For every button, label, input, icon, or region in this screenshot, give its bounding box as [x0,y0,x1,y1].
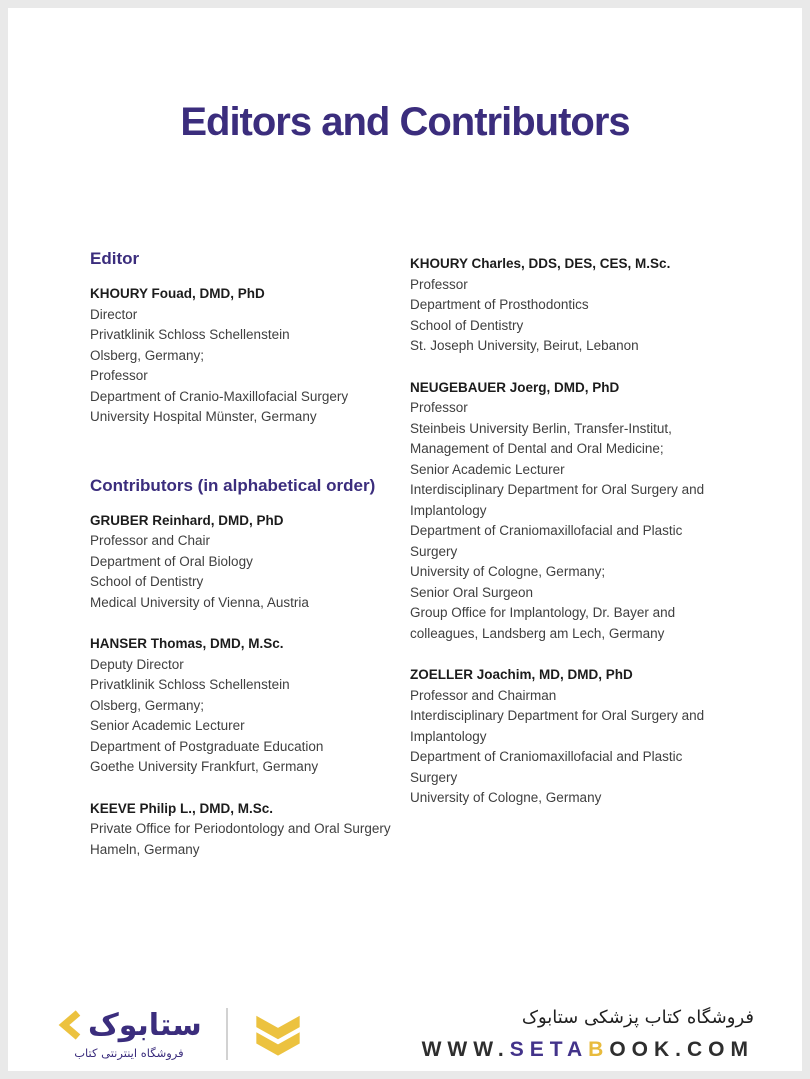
book-page [8,8,802,1071]
page-title: Editors and Contributors [180,100,630,144]
person-detail-line: Olsberg, Germany; [90,347,205,363]
person-detail-line: Professor [410,276,468,292]
person-detail-line: Private Office for Periodontology and Oral Surgery [90,821,391,836]
person-detail-line: Group Office for Implantology, Dr. Bayer and colleagues, Landsberg am Lech, Germany [410,605,676,641]
person-name: GRUBER Reinhard, DMD, PhD [90,512,284,528]
footer-store-info [422,1007,754,1062]
person-entry [90,634,410,778]
person-detail-line: Deputy Director [90,656,184,672]
person-detail-line: University of Cologne, Germany [410,790,602,805]
person-detail-line: School of Dentistry [90,574,204,589]
person-detail-line: Professor and Chairman [410,687,557,703]
person-detail-line: Steinbeis University Berlin, Transfer-Institut, Management of Dental and Oral Medicine; [410,420,672,456]
person-detail-line: Privatklinik Schloss Schellenstein [90,677,290,692]
website-b: B [588,1037,610,1061]
person-detail-line: School of Dentistry [410,317,524,333]
person-detail-line: Interdisciplinary Department for Oral Surgery and Implantology [410,482,705,518]
person-detail-line: Privatklinik Schloss Schellenstein [90,327,290,342]
website-rest: OOK.COM [609,1037,754,1061]
person-detail-line: Hameln, Germany [90,841,200,857]
content-columns [90,249,802,881]
person-detail-line: Department of Prosthodontics [410,297,589,312]
footer-divider [226,1008,228,1060]
double-chevron-down-book-icon [252,1003,304,1065]
person-name: KHOURY Fouad, DMD, PhD [90,286,265,301]
store-title: فروشگاه کتاب پزشکی ستابوک [521,1006,754,1028]
right-column [410,249,732,881]
person-detail-line: Senior Academic Lecturer [410,461,565,477]
person-detail-line: University Hospital Münster, Germany [90,409,317,424]
person-detail-line: Interdisciplinary Department for Oral Surgery and Implantology [410,708,705,744]
logo-row [56,1009,202,1042]
contributors-list-right [410,254,732,809]
website-url [422,1038,754,1062]
person-entry [410,254,732,357]
person-name: ZOELLER Joachim, MD, DMD, PhD [410,667,633,682]
person-entry [410,665,732,809]
chevron-left-icon [56,1010,82,1040]
person-detail-line: St. Joseph University, Beirut, Lebanon [410,338,639,353]
person-detail-line: Medical University of Vienna, Austria [90,594,309,610]
person-name: HANSER Thomas, DMD, M.Sc. [90,636,284,651]
editor-list [90,284,410,428]
person-detail-line: Professor [90,368,148,383]
footer [8,1003,802,1065]
person-detail-line: Senior Academic Lecturer [90,718,245,733]
person-entry [90,511,410,614]
person-detail-line: Professor and Chair [90,533,211,548]
contributors-list-left [90,511,410,861]
person-entry [90,284,410,428]
person-detail-line: Director [90,306,138,322]
person-detail-line: Department of Postgraduate Education [90,738,324,754]
person-detail-line: Senior Oral Surgeon [410,584,534,600]
person-detail-line: Department of Craniomaxillofacial and Plastic Surgery [410,749,683,785]
person-entry [410,378,732,645]
left-column [90,249,410,881]
editor-section-heading: Editor [90,249,140,268]
logo-wordmark: ستابوک [88,1007,202,1043]
person-detail-line: Department of Craniomaxillofacial and Plastic Surgery [410,523,683,559]
website-seta: SETA [509,1037,589,1061]
person-detail-line: University of Cologne, Germany; [410,564,606,579]
logo-subtitle: فروشگاه اینترنتی کتاب [74,1045,184,1060]
person-entry [90,799,410,861]
person-name: KHOURY Charles, DDS, DES, CES, M.Sc. [410,256,671,271]
person-name: NEUGEBAUER Joerg, DMD, PhD [410,379,620,395]
person-name: KEEVE Philip L., DMD, M.Sc. [90,800,274,816]
person-detail-line: Olsberg, Germany; [90,697,205,713]
person-detail-line: Department of Oral Biology [90,553,253,569]
person-detail-line: Professor [410,400,468,415]
contributors-section-heading: Contributors (in alphabetical order) [90,475,376,495]
person-detail-line: Goethe University Frankfurt, Germany [90,759,319,774]
website-www: WWW. [421,1037,510,1061]
person-detail-line: Department of Cranio-Maxillofacial Surgery [90,388,349,404]
setabook-logo [56,1009,202,1060]
